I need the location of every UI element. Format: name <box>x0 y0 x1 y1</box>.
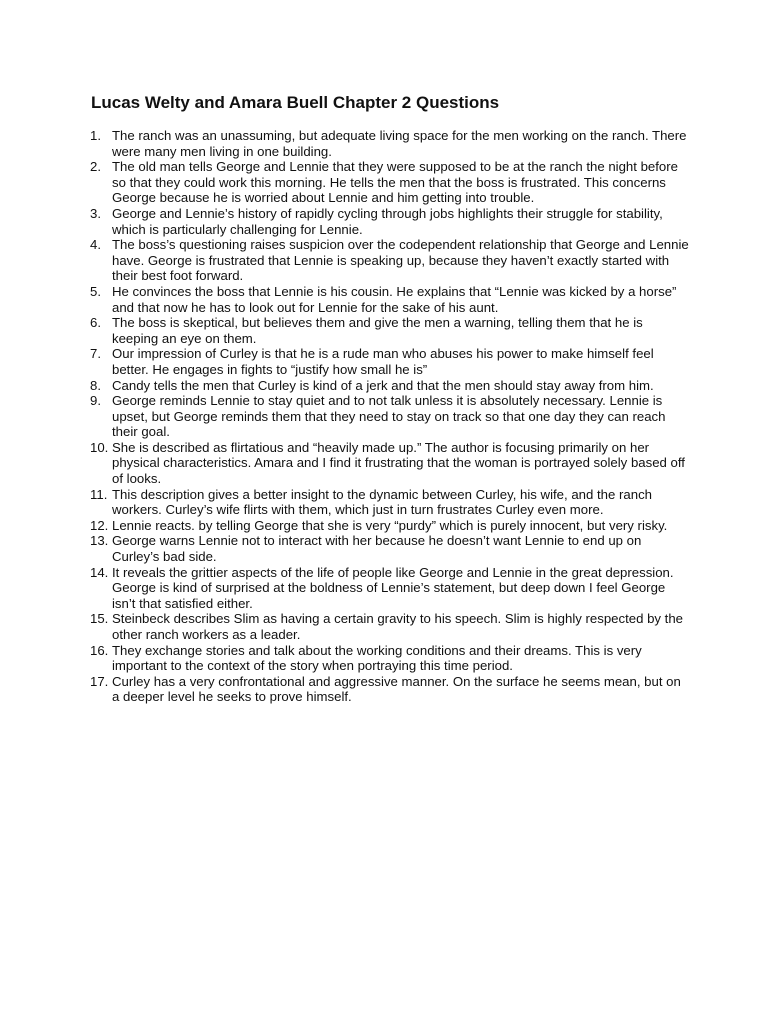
answer-item <box>90 237 690 284</box>
answer-text: Curley has a very confrontational and aggressive manner. On the surface he seems mean, but on a deeper level he seeks to prove himself. <box>112 673 681 705</box>
answer-item <box>90 565 690 612</box>
answer-item <box>90 128 690 159</box>
answer-text: Candy tells the men that Curley is kind of a jerk and that the men should stay away from him. <box>112 377 654 393</box>
answer-item <box>90 611 690 642</box>
answer-item <box>90 315 690 346</box>
answer-item <box>90 533 690 564</box>
answer-text: She is described as flirtatious and “heavily made up.” The author is focusing primarily on her physical characteristics. Amara and I find it frustrating that the woman is portrayed solely based off of looks. <box>112 439 685 487</box>
answer-number: 1. <box>90 128 101 143</box>
answer-item <box>90 393 690 440</box>
answer-item <box>90 674 690 705</box>
answer-item <box>90 284 690 315</box>
answer-number: 9. <box>90 393 101 409</box>
answer-number: 4. <box>90 237 101 253</box>
answer-text: This description gives a better insight to the dynamic between Curley, his wife, and the ranch workers. Curley’s wife flirts with them, which just in turn frustrates Curley even more. <box>112 486 652 518</box>
answer-text: The boss is skeptical, but believes them and give the men a warning, telling them that he is keeping an eye on them. <box>112 315 643 346</box>
answer-item <box>90 487 690 518</box>
answer-text: The old man tells George and Lennie that they were supposed to be at the ranch the night before so that they could work this morning. He tells the men that the boss is frustrated. This concerns George because he is worried about Lennie and him getting into trouble. <box>112 159 678 206</box>
answer-text: George reminds Lennie to stay quiet and to not talk unless it is absolutely necessary. Lennie is upset, but George reminds them that they need to stay on track so that one day they can reach their goal. <box>112 393 666 440</box>
page-title: Lucas Welty and Amara Buell Chapter 2 Questions <box>91 93 500 112</box>
answer-text: It reveals the grittier aspects of the life of people like George and Lennie in the great depression. George is kind of surprised at the boldness of Lennie’s statement, but deep down I feel George isn’t that satisfied either. <box>112 564 674 611</box>
answer-text: He convinces the boss that Lennie is his cousin. He explains that “Lennie was kicked by a horse” and that now he has to look out for Lennie for the sake of his aunt. <box>112 283 677 315</box>
answer-number: 13. <box>90 533 109 549</box>
answer-text: Our impression of Curley is that he is a rude man who abuses his power to make himself feel better. He engages in fights to “justify how small he is” <box>112 346 654 377</box>
answer-item <box>90 440 690 487</box>
answer-number: 6. <box>90 315 101 331</box>
answer-text: The ranch was an unassuming, but adequate living space for the men working on the ranch. There were many men living in one building. <box>112 128 687 159</box>
answer-number: 2. <box>90 159 101 175</box>
answer-number: 3. <box>90 205 101 221</box>
answer-number: 14. <box>90 564 109 580</box>
answer-text: George and Lennie’s history of rapidly cycling through jobs highlights their struggle for stability, which is particularly challenging for Lennie. <box>112 205 663 237</box>
answer-text: Steinbeck describes Slim as having a certain gravity to his speech. Slim is highly respected by the other ranch workers as a leader. <box>112 611 684 642</box>
answer-number: 15. <box>90 611 109 627</box>
answer-text: Lennie reacts. by telling George that she is very “purdy” which is purely innocent, but very risky. <box>112 517 668 533</box>
answer-text: George warns Lennie not to interact with her because he doesn’t want Lennie to end up on Curley’s bad side. <box>112 533 642 565</box>
answer-number: 11. <box>90 486 108 502</box>
answer-number: 5. <box>90 283 101 299</box>
answer-item <box>90 518 690 534</box>
answer-number: 10. <box>90 439 109 455</box>
answer-list <box>90 128 690 705</box>
answer-item <box>90 643 690 674</box>
answer-number: 7. <box>90 346 101 362</box>
answer-item <box>90 206 690 237</box>
answer-number: 17. <box>90 673 109 689</box>
answer-number: 16. <box>90 642 109 658</box>
answer-text: The boss’s questioning raises suspicion over the codependent relationship that George and Lennie have. George is frustrated that Lennie is speaking up, because they haven’t exactly started with their best foot forward. <box>112 237 689 284</box>
answer-number: 12. <box>90 517 109 533</box>
answer-number: 8. <box>90 377 101 393</box>
answer-item <box>90 159 690 206</box>
answer-item <box>90 346 690 377</box>
answer-text: They exchange stories and talk about the working conditions and their dreams. This is very important to the context of the story when portraying this time period. <box>112 642 642 674</box>
answer-item <box>90 378 690 394</box>
